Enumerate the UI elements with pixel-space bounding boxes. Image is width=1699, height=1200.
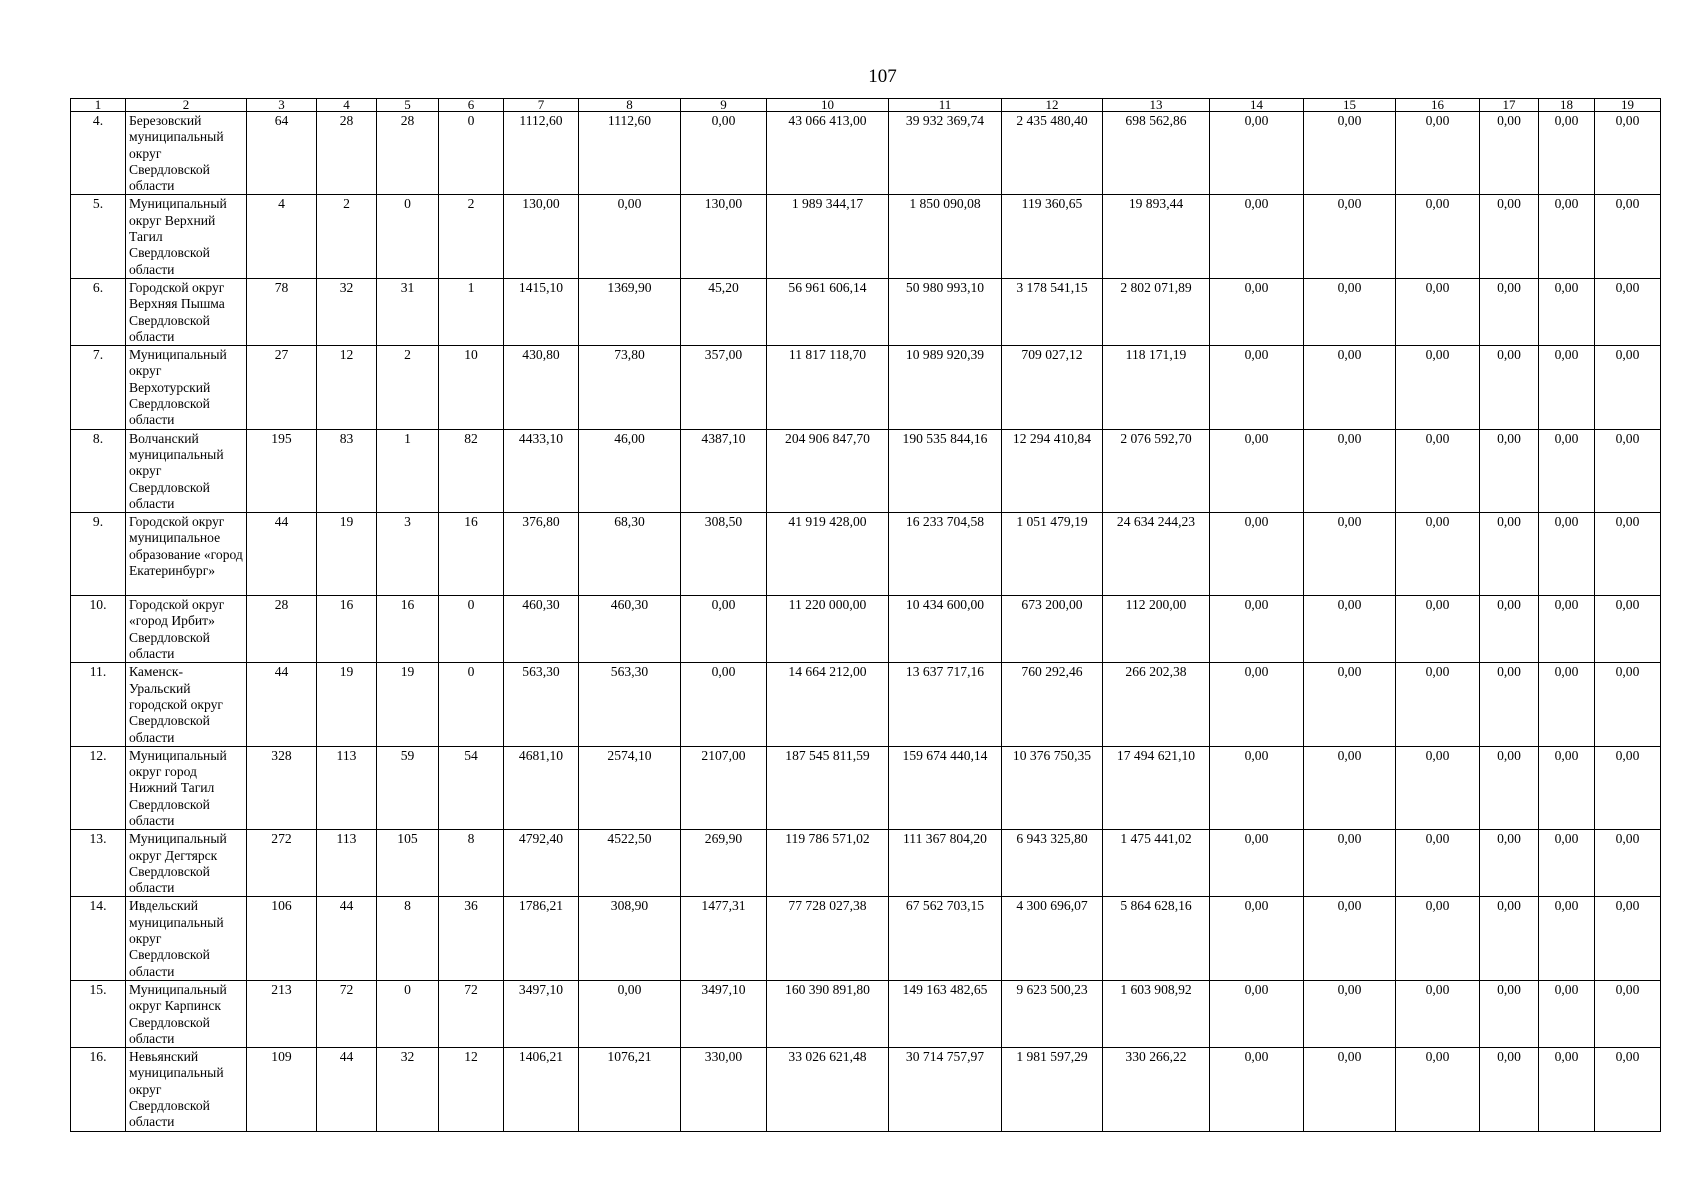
column-number-header: 11 — [889, 99, 1002, 112]
col-13-value: 2 076 592,70 — [1103, 429, 1210, 512]
column-number-header: 3 — [247, 99, 317, 112]
col-16-value: 0,00 — [1396, 980, 1480, 1047]
col-14-value: 0,00 — [1210, 1048, 1304, 1131]
col-9-value: 0,00 — [681, 596, 767, 663]
table-row — [71, 346, 1661, 429]
municipality-name: Городской округ «город Ирбит» Свердловской области — [126, 596, 247, 663]
col-16-value: 0,00 — [1396, 596, 1480, 663]
col-3-value: 27 — [247, 346, 317, 429]
col-18-value: 0,00 — [1539, 663, 1595, 746]
col-9-value: 45,20 — [681, 278, 767, 345]
col-5-value: 31 — [377, 278, 439, 345]
municipality-name: Городской округ муниципальное образование «город Екатеринбург» — [126, 513, 247, 596]
col-8-value: 1076,21 — [579, 1048, 681, 1131]
col-14-value: 0,00 — [1210, 429, 1304, 512]
col-14-value: 0,00 — [1210, 663, 1304, 746]
col-5-value: 0 — [377, 195, 439, 278]
col-19-value: 0,00 — [1595, 278, 1661, 345]
col-7-value: 4681,10 — [504, 746, 579, 829]
col-15-value: 0,00 — [1304, 596, 1396, 663]
column-number-header: 19 — [1595, 99, 1661, 112]
col-19-value: 0,00 — [1595, 112, 1661, 195]
col-10-value: 14 664 212,00 — [767, 663, 889, 746]
col-5-value: 105 — [377, 830, 439, 897]
col-8-value: 0,00 — [579, 980, 681, 1047]
col-13-value: 330 266,22 — [1103, 1048, 1210, 1131]
col-5-value: 2 — [377, 346, 439, 429]
col-11-value: 111 367 804,20 — [889, 830, 1002, 897]
col-10-value: 160 390 891,80 — [767, 980, 889, 1047]
col-8-value: 4522,50 — [579, 830, 681, 897]
col-9-value: 1477,31 — [681, 897, 767, 980]
col-15-value: 0,00 — [1304, 112, 1396, 195]
col-6-value: 54 — [439, 746, 504, 829]
col-7-value: 460,30 — [504, 596, 579, 663]
col-3-value: 64 — [247, 112, 317, 195]
col-12-value: 4 300 696,07 — [1002, 897, 1103, 980]
col-18-value: 0,00 — [1539, 596, 1595, 663]
column-number-header: 12 — [1002, 99, 1103, 112]
row-number: 15. — [71, 980, 126, 1047]
col-11-value: 30 714 757,97 — [889, 1048, 1002, 1131]
col-15-value: 0,00 — [1304, 278, 1396, 345]
col-5-value: 28 — [377, 112, 439, 195]
row-number: 4. — [71, 112, 126, 195]
col-4-value: 32 — [317, 278, 377, 345]
table-row — [71, 429, 1661, 512]
col-3-value: 4 — [247, 195, 317, 278]
col-16-value: 0,00 — [1396, 1048, 1480, 1131]
municipality-name: Муниципальный округ Верхотурский Свердловской области — [126, 346, 247, 429]
col-12-value: 2 435 480,40 — [1002, 112, 1103, 195]
col-8-value: 563,30 — [579, 663, 681, 746]
col-6-value: 1 — [439, 278, 504, 345]
col-14-value: 0,00 — [1210, 596, 1304, 663]
col-4-value: 16 — [317, 596, 377, 663]
col-10-value: 119 786 571,02 — [767, 830, 889, 897]
col-4-value: 83 — [317, 429, 377, 512]
municipality-name: Ивдельский муниципальный округ Свердловской области — [126, 897, 247, 980]
col-7-value: 130,00 — [504, 195, 579, 278]
col-13-value: 266 202,38 — [1103, 663, 1210, 746]
col-17-value: 0,00 — [1480, 663, 1539, 746]
municipality-name: Муниципальный округ Верхний Тагил Свердловской области — [126, 195, 247, 278]
column-number-header: 6 — [439, 99, 504, 112]
col-17-value: 0,00 — [1480, 897, 1539, 980]
col-6-value: 8 — [439, 830, 504, 897]
row-number: 6. — [71, 278, 126, 345]
col-11-value: 10 434 600,00 — [889, 596, 1002, 663]
column-number-header: 8 — [579, 99, 681, 112]
municipality-name: Муниципальный округ город Нижний Тагил Свердловской области — [126, 746, 247, 829]
col-19-value: 0,00 — [1595, 513, 1661, 596]
col-12-value: 10 376 750,35 — [1002, 746, 1103, 829]
col-16-value: 0,00 — [1396, 830, 1480, 897]
col-19-value: 0,00 — [1595, 195, 1661, 278]
table-row — [71, 513, 1661, 596]
col-5-value: 59 — [377, 746, 439, 829]
col-16-value: 0,00 — [1396, 513, 1480, 596]
col-19-value: 0,00 — [1595, 663, 1661, 746]
col-13-value: 1 475 441,02 — [1103, 830, 1210, 897]
col-13-value: 17 494 621,10 — [1103, 746, 1210, 829]
col-10-value: 204 906 847,70 — [767, 429, 889, 512]
table-row — [71, 278, 1661, 345]
col-19-value: 0,00 — [1595, 346, 1661, 429]
col-3-value: 44 — [247, 513, 317, 596]
col-9-value: 2107,00 — [681, 746, 767, 829]
col-7-value: 1415,10 — [504, 278, 579, 345]
col-9-value: 0,00 — [681, 663, 767, 746]
col-5-value: 0 — [377, 980, 439, 1047]
col-4-value: 44 — [317, 897, 377, 980]
col-11-value: 13 637 717,16 — [889, 663, 1002, 746]
col-10-value: 1 989 344,17 — [767, 195, 889, 278]
col-8-value: 2574,10 — [579, 746, 681, 829]
col-18-value: 0,00 — [1539, 897, 1595, 980]
col-16-value: 0,00 — [1396, 346, 1480, 429]
col-9-value: 4387,10 — [681, 429, 767, 512]
col-12-value: 673 200,00 — [1002, 596, 1103, 663]
table-row — [71, 746, 1661, 829]
col-3-value: 195 — [247, 429, 317, 512]
col-6-value: 36 — [439, 897, 504, 980]
col-7-value: 430,80 — [504, 346, 579, 429]
col-3-value: 44 — [247, 663, 317, 746]
col-18-value: 0,00 — [1539, 1048, 1595, 1131]
col-8-value: 68,30 — [579, 513, 681, 596]
col-3-value: 28 — [247, 596, 317, 663]
col-18-value: 0,00 — [1539, 980, 1595, 1047]
col-11-value: 10 989 920,39 — [889, 346, 1002, 429]
col-4-value: 19 — [317, 513, 377, 596]
col-16-value: 0,00 — [1396, 746, 1480, 829]
col-7-value: 4792,40 — [504, 830, 579, 897]
col-8-value: 1112,60 — [579, 112, 681, 195]
col-14-value: 0,00 — [1210, 112, 1304, 195]
col-5-value: 32 — [377, 1048, 439, 1131]
col-4-value: 2 — [317, 195, 377, 278]
row-number: 7. — [71, 346, 126, 429]
col-17-value: 0,00 — [1480, 429, 1539, 512]
row-number: 5. — [71, 195, 126, 278]
column-number-row — [71, 99, 1661, 112]
municipality-name: Городской округ Верхняя Пышма Свердловской области — [126, 278, 247, 345]
col-15-value: 0,00 — [1304, 195, 1396, 278]
col-17-value: 0,00 — [1480, 278, 1539, 345]
column-number-header: 2 — [126, 99, 247, 112]
col-4-value: 28 — [317, 112, 377, 195]
col-15-value: 0,00 — [1304, 897, 1396, 980]
col-6-value: 0 — [439, 112, 504, 195]
col-8-value: 73,80 — [579, 346, 681, 429]
col-11-value: 39 932 369,74 — [889, 112, 1002, 195]
municipality-name: Невьянский муниципальный округ Свердловской области — [126, 1048, 247, 1131]
col-7-value: 1112,60 — [504, 112, 579, 195]
col-19-value: 0,00 — [1595, 897, 1661, 980]
col-10-value: 43 066 413,00 — [767, 112, 889, 195]
col-17-value: 0,00 — [1480, 980, 1539, 1047]
col-4-value: 12 — [317, 346, 377, 429]
col-13-value: 24 634 244,23 — [1103, 513, 1210, 596]
col-10-value: 77 728 027,38 — [767, 897, 889, 980]
col-9-value: 269,90 — [681, 830, 767, 897]
column-number-header: 1 — [71, 99, 126, 112]
col-9-value: 130,00 — [681, 195, 767, 278]
table-row — [71, 663, 1661, 746]
col-12-value: 1 051 479,19 — [1002, 513, 1103, 596]
column-number-header: 9 — [681, 99, 767, 112]
col-7-value: 3497,10 — [504, 980, 579, 1047]
col-15-value: 0,00 — [1304, 346, 1396, 429]
col-8-value: 308,90 — [579, 897, 681, 980]
col-15-value: 0,00 — [1304, 746, 1396, 829]
col-4-value: 113 — [317, 830, 377, 897]
col-17-value: 0,00 — [1480, 830, 1539, 897]
column-number-header: 15 — [1304, 99, 1396, 112]
column-number-header: 14 — [1210, 99, 1304, 112]
row-number: 8. — [71, 429, 126, 512]
col-5-value: 3 — [377, 513, 439, 596]
col-16-value: 0,00 — [1396, 278, 1480, 345]
col-3-value: 213 — [247, 980, 317, 1047]
col-17-value: 0,00 — [1480, 112, 1539, 195]
col-13-value: 698 562,86 — [1103, 112, 1210, 195]
column-number-header: 7 — [504, 99, 579, 112]
col-12-value: 12 294 410,84 — [1002, 429, 1103, 512]
column-number-header: 18 — [1539, 99, 1595, 112]
col-19-value: 0,00 — [1595, 1048, 1661, 1131]
col-4-value: 113 — [317, 746, 377, 829]
col-10-value: 11 220 000,00 — [767, 596, 889, 663]
col-11-value: 190 535 844,16 — [889, 429, 1002, 512]
column-number-header: 17 — [1480, 99, 1539, 112]
column-number-header: 4 — [317, 99, 377, 112]
col-12-value: 760 292,46 — [1002, 663, 1103, 746]
row-number: 16. — [71, 1048, 126, 1131]
col-8-value: 460,30 — [579, 596, 681, 663]
col-10-value: 56 961 606,14 — [767, 278, 889, 345]
col-16-value: 0,00 — [1396, 897, 1480, 980]
table-body — [71, 99, 1661, 1132]
col-11-value: 50 980 993,10 — [889, 278, 1002, 345]
col-12-value: 1 981 597,29 — [1002, 1048, 1103, 1131]
col-4-value: 44 — [317, 1048, 377, 1131]
col-13-value: 5 864 628,16 — [1103, 897, 1210, 980]
col-19-value: 0,00 — [1595, 980, 1661, 1047]
col-7-value: 1786,21 — [504, 897, 579, 980]
col-19-value: 0,00 — [1595, 746, 1661, 829]
col-6-value: 72 — [439, 980, 504, 1047]
col-8-value: 46,00 — [579, 429, 681, 512]
col-6-value: 12 — [439, 1048, 504, 1131]
table-row — [71, 830, 1661, 897]
row-number: 10. — [71, 596, 126, 663]
row-number: 9. — [71, 513, 126, 596]
row-number: 13. — [71, 830, 126, 897]
column-number-header: 16 — [1396, 99, 1480, 112]
col-10-value: 33 026 621,48 — [767, 1048, 889, 1131]
col-10-value: 41 919 428,00 — [767, 513, 889, 596]
col-15-value: 0,00 — [1304, 1048, 1396, 1131]
col-10-value: 11 817 118,70 — [767, 346, 889, 429]
col-11-value: 1 850 090,08 — [889, 195, 1002, 278]
col-3-value: 109 — [247, 1048, 317, 1131]
col-9-value: 357,00 — [681, 346, 767, 429]
col-5-value: 16 — [377, 596, 439, 663]
col-15-value: 0,00 — [1304, 513, 1396, 596]
col-7-value: 376,80 — [504, 513, 579, 596]
col-17-value: 0,00 — [1480, 346, 1539, 429]
col-4-value: 19 — [317, 663, 377, 746]
col-17-value: 0,00 — [1480, 195, 1539, 278]
municipality-name: Волчанский муниципальный округ Свердловской области — [126, 429, 247, 512]
col-13-value: 112 200,00 — [1103, 596, 1210, 663]
col-16-value: 0,00 — [1396, 195, 1480, 278]
col-9-value: 330,00 — [681, 1048, 767, 1131]
col-12-value: 119 360,65 — [1002, 195, 1103, 278]
data-table — [70, 98, 1661, 1132]
col-11-value: 67 562 703,15 — [889, 897, 1002, 980]
col-15-value: 0,00 — [1304, 980, 1396, 1047]
col-12-value: 9 623 500,23 — [1002, 980, 1103, 1047]
col-19-value: 0,00 — [1595, 429, 1661, 512]
col-11-value: 159 674 440,14 — [889, 746, 1002, 829]
col-17-value: 0,00 — [1480, 1048, 1539, 1131]
col-19-value: 0,00 — [1595, 596, 1661, 663]
col-17-value: 0,00 — [1480, 746, 1539, 829]
col-18-value: 0,00 — [1539, 429, 1595, 512]
col-13-value: 19 893,44 — [1103, 195, 1210, 278]
row-number: 11. — [71, 663, 126, 746]
col-18-value: 0,00 — [1539, 513, 1595, 596]
col-17-value: 0,00 — [1480, 513, 1539, 596]
col-14-value: 0,00 — [1210, 513, 1304, 596]
col-3-value: 328 — [247, 746, 317, 829]
municipality-name: Каменск-Уральский городской округ Свердловской области — [126, 663, 247, 746]
col-18-value: 0,00 — [1539, 346, 1595, 429]
column-number-header: 13 — [1103, 99, 1210, 112]
table-row — [71, 1048, 1661, 1131]
col-16-value: 0,00 — [1396, 112, 1480, 195]
col-16-value: 0,00 — [1396, 663, 1480, 746]
col-9-value: 308,50 — [681, 513, 767, 596]
col-13-value: 2 802 071,89 — [1103, 278, 1210, 345]
col-6-value: 10 — [439, 346, 504, 429]
col-13-value: 1 603 908,92 — [1103, 980, 1210, 1047]
col-18-value: 0,00 — [1539, 195, 1595, 278]
municipality-name: Муниципальный округ Карпинск Свердловской области — [126, 980, 247, 1047]
table-row — [71, 897, 1661, 980]
col-4-value: 72 — [317, 980, 377, 1047]
col-6-value: 2 — [439, 195, 504, 278]
municipality-name: Муниципальный округ Дегтярск Свердловской области — [126, 830, 247, 897]
col-14-value: 0,00 — [1210, 980, 1304, 1047]
col-11-value: 149 163 482,65 — [889, 980, 1002, 1047]
col-15-value: 0,00 — [1304, 830, 1396, 897]
col-6-value: 0 — [439, 663, 504, 746]
col-14-value: 0,00 — [1210, 278, 1304, 345]
col-5-value: 8 — [377, 897, 439, 980]
col-7-value: 4433,10 — [504, 429, 579, 512]
col-8-value: 1369,90 — [579, 278, 681, 345]
col-12-value: 709 027,12 — [1002, 346, 1103, 429]
table-row — [71, 596, 1661, 663]
col-9-value: 0,00 — [681, 112, 767, 195]
col-19-value: 0,00 — [1595, 830, 1661, 897]
col-14-value: 0,00 — [1210, 195, 1304, 278]
col-13-value: 118 171,19 — [1103, 346, 1210, 429]
col-9-value: 3497,10 — [681, 980, 767, 1047]
col-6-value: 0 — [439, 596, 504, 663]
col-11-value: 16 233 704,58 — [889, 513, 1002, 596]
col-17-value: 0,00 — [1480, 596, 1539, 663]
col-6-value: 82 — [439, 429, 504, 512]
col-15-value: 0,00 — [1304, 429, 1396, 512]
col-3-value: 78 — [247, 278, 317, 345]
table-row — [71, 112, 1661, 195]
col-18-value: 0,00 — [1539, 278, 1595, 345]
column-number-header: 5 — [377, 99, 439, 112]
table-row — [71, 980, 1661, 1047]
col-5-value: 1 — [377, 429, 439, 512]
row-number: 14. — [71, 897, 126, 980]
col-18-value: 0,00 — [1539, 830, 1595, 897]
col-12-value: 3 178 541,15 — [1002, 278, 1103, 345]
col-7-value: 1406,21 — [504, 1048, 579, 1131]
table-row — [71, 195, 1661, 278]
municipality-name: Березовский муниципальный округ Свердловской области — [126, 112, 247, 195]
col-18-value: 0,00 — [1539, 746, 1595, 829]
col-14-value: 0,00 — [1210, 830, 1304, 897]
row-number: 12. — [71, 746, 126, 829]
page-number: 107 — [868, 66, 897, 87]
col-3-value: 272 — [247, 830, 317, 897]
col-14-value: 0,00 — [1210, 897, 1304, 980]
col-15-value: 0,00 — [1304, 663, 1396, 746]
col-5-value: 19 — [377, 663, 439, 746]
col-14-value: 0,00 — [1210, 746, 1304, 829]
column-number-header: 10 — [767, 99, 889, 112]
col-16-value: 0,00 — [1396, 429, 1480, 512]
col-7-value: 563,30 — [504, 663, 579, 746]
col-8-value: 0,00 — [579, 195, 681, 278]
col-14-value: 0,00 — [1210, 346, 1304, 429]
col-18-value: 0,00 — [1539, 112, 1595, 195]
col-12-value: 6 943 325,80 — [1002, 830, 1103, 897]
col-10-value: 187 545 811,59 — [767, 746, 889, 829]
col-6-value: 16 — [439, 513, 504, 596]
col-3-value: 106 — [247, 897, 317, 980]
